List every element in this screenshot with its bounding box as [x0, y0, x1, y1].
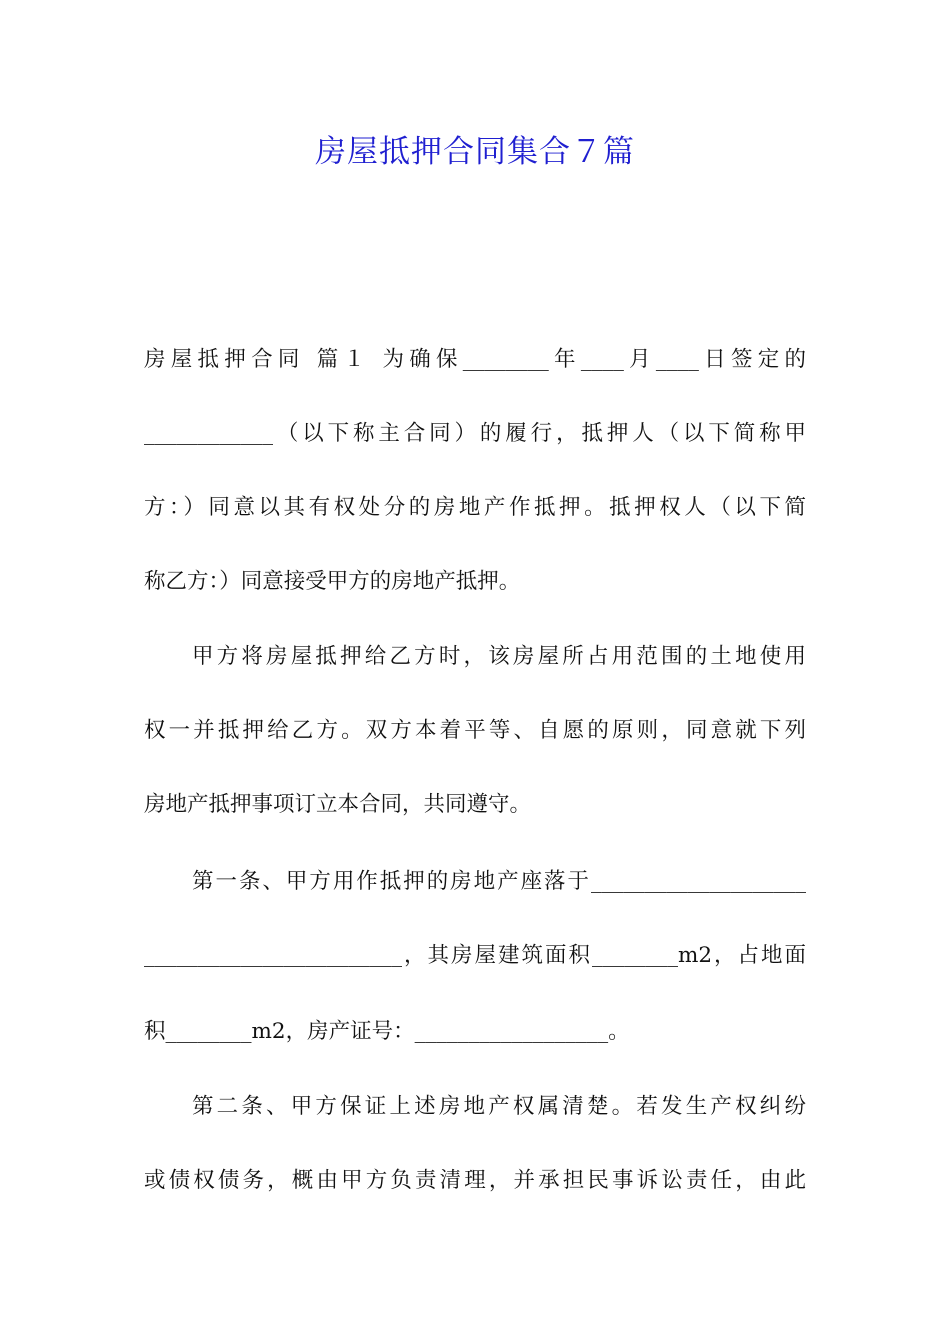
body-line: 称乙方：）同意接受甲方的房地产抵押。 — [144, 569, 521, 594]
body-line: ________________________，其房屋建筑面积________m2，占地面 — [144, 943, 806, 968]
body-line: 第二条、甲方保证上述房地产权属清楚。若发生产权纠纷 — [192, 1094, 806, 1119]
document-title: 房屋抵押合同集合７篇 — [315, 134, 635, 170]
body-line: 甲方将房屋抵押给乙方时，该房屋所占用范围的土地使用 — [192, 644, 806, 669]
body-line: 权一并抵押给乙方。双方本着平等、自愿的原则，同意就下列 — [144, 718, 806, 743]
body-line: ____________（以下称主合同）的履行，抵押人（以下简称甲 — [144, 421, 806, 446]
body-line: 房屋抵押合同 篇１ 为确保________年____月____日签定的 — [144, 347, 806, 372]
body-line: 第一条、甲方用作抵押的房地产座落于____________________ — [192, 869, 806, 894]
body-line: 或债权债务，概由甲方负责清理，并承担民事诉讼责任，由此 — [144, 1168, 806, 1193]
body-line: 房地产抵押事项订立本合同，共同遵守。 — [144, 792, 532, 817]
body-line: 方：）同意以其有权处分的房地产作抵押。抵押权人（以下简 — [144, 495, 806, 520]
body-line: 积________m2，房产证号：__________________。 — [144, 1019, 630, 1044]
